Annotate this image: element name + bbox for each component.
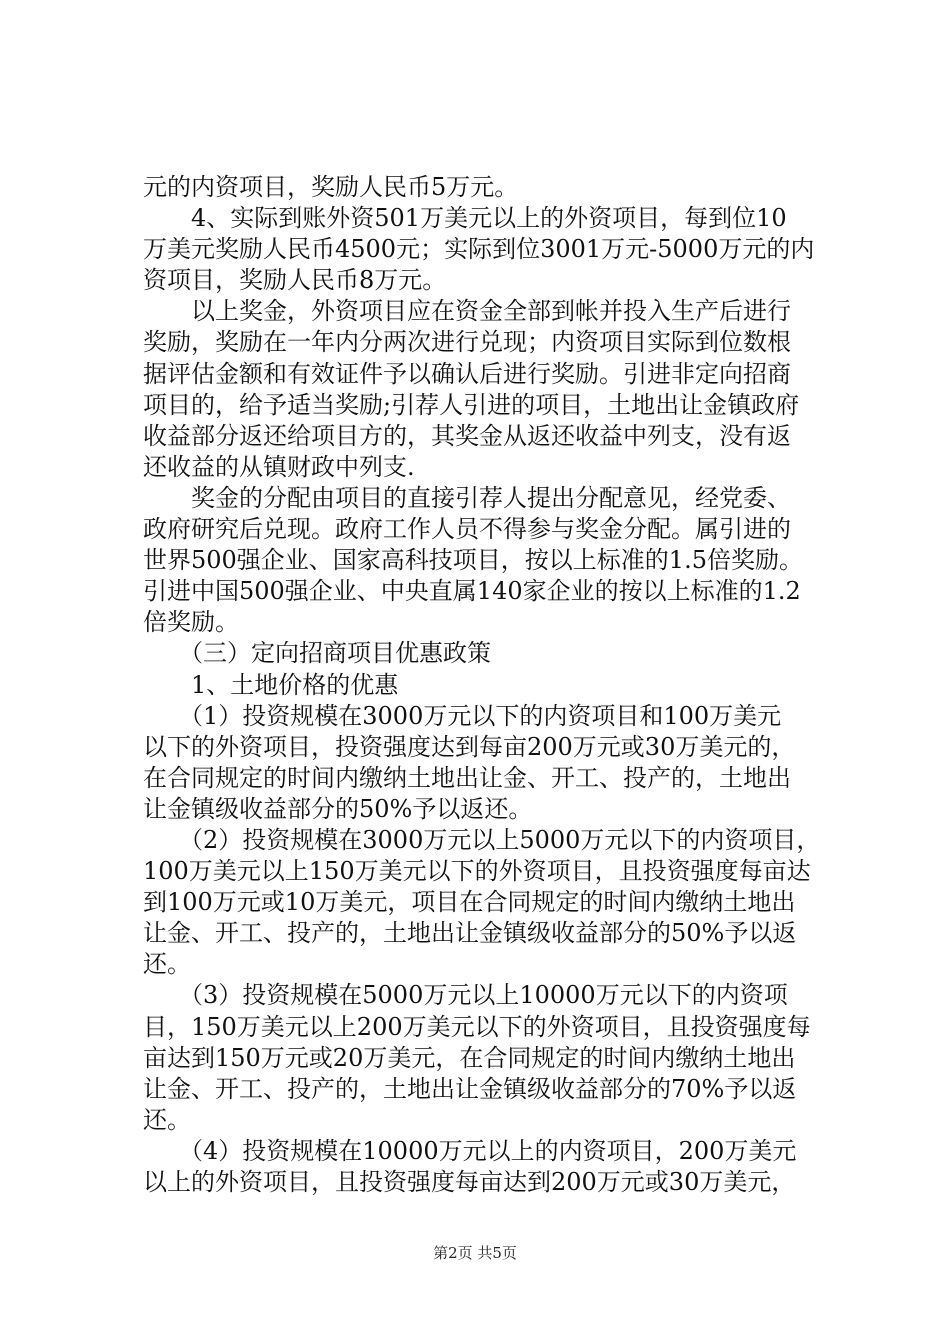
- text-line: 到100万元或10万美元，项目在合同规定的时间内缴纳土地出: [143, 888, 796, 917]
- text-line: 还。: [143, 950, 191, 979]
- subsection-heading: 1、土地价格的优惠: [143, 670, 399, 699]
- text-line: 亩达到150万元或20万美元，在合同规定的时间内缴纳土地出: [143, 1043, 796, 1072]
- text-line: 据评估金额和有效证件予以确认后进行奖励。引进非定向招商: [143, 359, 791, 388]
- text-line: 在合同规定的时间内缴纳土地出让金、开工、投产的，土地出: [143, 763, 791, 792]
- text-line: 以上的外资项目，且投资强度每亩达到200万元或30万美元，: [143, 1168, 796, 1196]
- text-line: （3）投资规模在5000万元以上10000万元以下的内资项: [143, 981, 788, 1010]
- text-line: （1）投资规模在3000万元以下的内资项目和100万美元: [143, 701, 782, 730]
- text-line: 4、实际到账外资501万美元以上的外资项目，每到位10: [143, 204, 787, 233]
- text-line: （4）投资规模在10000万元以上的内资项目，200万美元: [143, 1136, 797, 1165]
- text-line: （2）投资规模在3000万元以上5000万元以下的内资项目，: [143, 825, 821, 854]
- section-heading: （三）定向招商项目优惠政策: [143, 639, 491, 668]
- text-line: 元的内资项目，奖励人民币5万元。: [143, 173, 519, 201]
- text-line: 奖金的分配由项目的直接引荐人提出分配意见，经党委、: [143, 483, 791, 512]
- text-line: 还收益的从镇财政中列支.: [143, 452, 415, 481]
- text-line: 万美元奖励人民币4500元；实际到位3001万元-5000万元的内: [143, 235, 815, 264]
- text-line: 资项目，奖励人民币8万元。: [143, 266, 447, 295]
- text-line: 让金、开工、投产的，土地出让金镇级收益部分的70%予以返: [143, 1074, 797, 1103]
- page-number-footer: 第2页 共5页: [433, 1244, 517, 1262]
- text-line: 让金镇级收益部分的50%予以返还。: [143, 794, 533, 823]
- text-line: 倍奖励。: [143, 608, 239, 637]
- text-line: 还。: [143, 1105, 191, 1134]
- text-line: 收益部分返还给项目方的，其奖金从返还收益中列支，没有返: [143, 421, 791, 450]
- text-line: 世界500强企业、国家高科技项目，按以上标准的1.5倍奖励。: [143, 546, 803, 575]
- text-line: 让金、开工、投产的，土地出让金镇级收益部分的50%予以返: [143, 919, 797, 948]
- text-line: 以下的外资项目，投资强度达到每亩200万元或30万美元的，: [143, 732, 796, 761]
- text-line: 政府研究后兑现。政府工作人员不得参与奖金分配。属引进的: [143, 515, 791, 544]
- text-line: 引进中国500强企业、中央直属140家企业的按以上标准的1.2: [143, 577, 801, 606]
- text-line: 以上奖金，外资项目应在资金全部到帐并投入生产后进行: [143, 297, 791, 326]
- text-line: 奖励，奖励在一年内分两次进行兑现；内资项目实际到位数根: [143, 328, 791, 357]
- text-line: 100万美元以上150万美元以下的外资项目，且投资强度每亩达: [143, 857, 811, 886]
- document-body: [143, 172, 843, 1198]
- text-line: 目，150万美元以上200万美元以下的外资项目，且投资强度每: [143, 1012, 811, 1041]
- text-line: 项目的，给予适当奖励;引荐人引进的项目，土地出让金镇政府: [143, 390, 800, 419]
